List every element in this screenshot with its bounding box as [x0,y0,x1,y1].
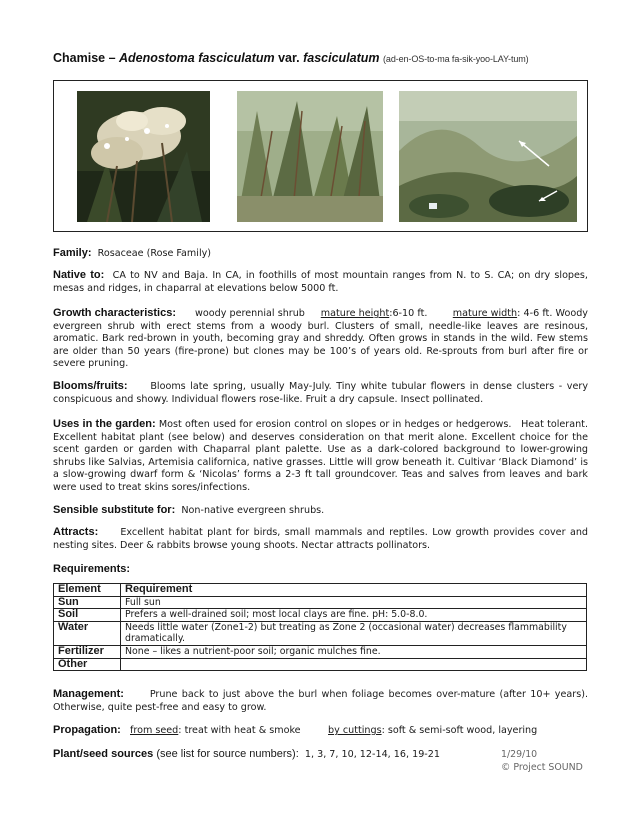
requirement-cell: Full sun [121,596,587,609]
attracts-text: Excellent habitat plant for birds, small mammals and reptiles. Low growth provides cover and nesting sites. Deer & rabbits browse young shoots. Nectar attracts pollinators. [53,527,588,551]
sources-label-note: (see list for source numbers): [153,748,299,760]
table-row [54,621,587,645]
mature-width-value: : 4-6 ft. [517,308,553,319]
mature-height-label: mature height [320,308,390,319]
table-row [54,609,587,622]
substitute-section [53,504,588,518]
requirement-cell: Needs little water (Zone1-2) but treating as Zone 2 (occasional water) decreases flammability dramatically. [121,621,587,645]
element-column-header: Element [54,584,121,597]
management-text: Prune back to just above the burl when foliage becomes over-mature (after 10+ years). Otherwise, quite pest-free and easy to grow. [53,689,588,713]
cutting-text: : soft & semi-soft wood, layering [381,725,538,736]
title-pronunciation: (ad-en-OS-to-ma fa-sik-yoo-LAY-tum) [383,54,529,64]
seed-label: from seed [130,725,179,736]
uses-section [53,418,588,495]
table-row [54,596,587,609]
growth-habit: woody perennial shrub [195,308,305,319]
substitute-text: Non-native evergreen shrubs. [181,505,325,516]
requirements-label: Requirements: [53,563,131,575]
attracts-label: Attracts: [53,526,99,538]
element-cell: Water [54,621,121,645]
element-cell: Other [54,658,121,671]
native-section [53,269,588,295]
propagation-section [53,724,588,738]
growth-label: Growth characteristics: [53,307,176,319]
family-text: Rosaceae (Rose Family) [97,248,212,259]
uses-lead: Most often used for erosion control on slopes or in hedges or hedgerows. [158,419,512,430]
native-text: CA to NV and Baja. In CA, in foothills of most mountain ranges from N. to S. CA; on dry slopes, mesas and ridges, in chaparral at elevations below 5000 ft. [53,270,588,294]
management-section [53,688,588,714]
family-label: Family: [53,247,92,259]
footer-date: 1/29/10 [501,749,538,760]
requirement-cell: Prefers a well-drained soil; most local clays are fine. pH: 5.0-8.0. [121,609,587,622]
element-cell: Fertilizer [54,645,121,658]
source-numbers: 1, 3, 7, 10, 12-14, 16, 19-21 [304,749,440,760]
native-label: Native to: [53,269,105,281]
mature-height-value: :6-10 ft. [389,308,428,319]
requirements-header-row [54,584,587,597]
substitute-label: Sensible substitute for: [53,504,176,516]
table-row [54,658,587,671]
requirements-heading [53,563,588,577]
flower-cluster-photo [77,91,210,222]
growth-text: Woody evergreen shrub with erect stems from a woody burl. Clusters of small, needle-like leaves are resinous, aromatic. Bark red-brown in youth, becoming gray and shreddy. Often grows in stands in the wild. Few stems are older than 50 years (fire-prone) but clones may be 100’s of years old. Re-sprouts from burl after fire or severe pruning. [53,308,588,370]
family-section [53,247,588,261]
title-common-name: Chamise – [53,51,120,65]
management-label: Management: [53,688,124,700]
photo-strip [53,80,588,232]
seed-text: : treat with heat & smoke [178,725,301,736]
footer-copyright: © Project SOUND [501,762,583,773]
attracts-section [53,526,588,552]
blooms-section [53,380,588,406]
propagation-label: Propagation: [53,724,121,736]
page-title [53,52,588,66]
element-cell: Soil [54,609,121,622]
table-row [54,645,587,658]
requirement-column-header: Requirement [121,584,587,597]
title-scientific-name: Adenostoma fasciculatum [119,51,275,65]
growth-section [53,307,588,371]
cutting-label: by cuttings [328,725,382,736]
mature-width-label: mature width [452,308,518,319]
requirements-table [53,583,587,671]
uses-label: Uses in the garden: [53,418,156,430]
uses-text: Heat tolerant. Excellent habitat plant (see below) and deserves consideration on that merit alone. Excellent choice for the scent garden or garden with Chaparral plant palette. Use as a dark-colored background to lower-growing shrubs like Salvias, Artemisia californica, native grasses. Little will grow beneath it. Cultivar ‘Black Diamond’ is a slow-growing dwarf form & ‘Nicolas’ forms a 2-3 ft tall groundcover. Teas and salves from leaves and bark were used to treat skins sores/infections. [53,419,588,493]
title-variety: fasciculatum [303,51,380,65]
element-cell: Sun [54,596,121,609]
title-var-label: var. [274,51,304,65]
sources-label: Plant/seed sources [53,748,154,760]
blooms-text: Blooms late spring, usually May-July. Tiny white tubular flowers in dense clusters - very conspicuous and showy. Individual flowers rose-like. Fruit a dry capsule. Insect pollinated. [53,381,589,405]
requirement-cell [121,658,587,671]
shrubland-habitat-photo [399,91,577,222]
shrub-stems-photo [237,91,383,222]
requirement-cell: None – likes a nutrient-poor soil; organic mulches fine. [121,645,587,658]
blooms-label: Blooms/fruits: [53,380,128,392]
